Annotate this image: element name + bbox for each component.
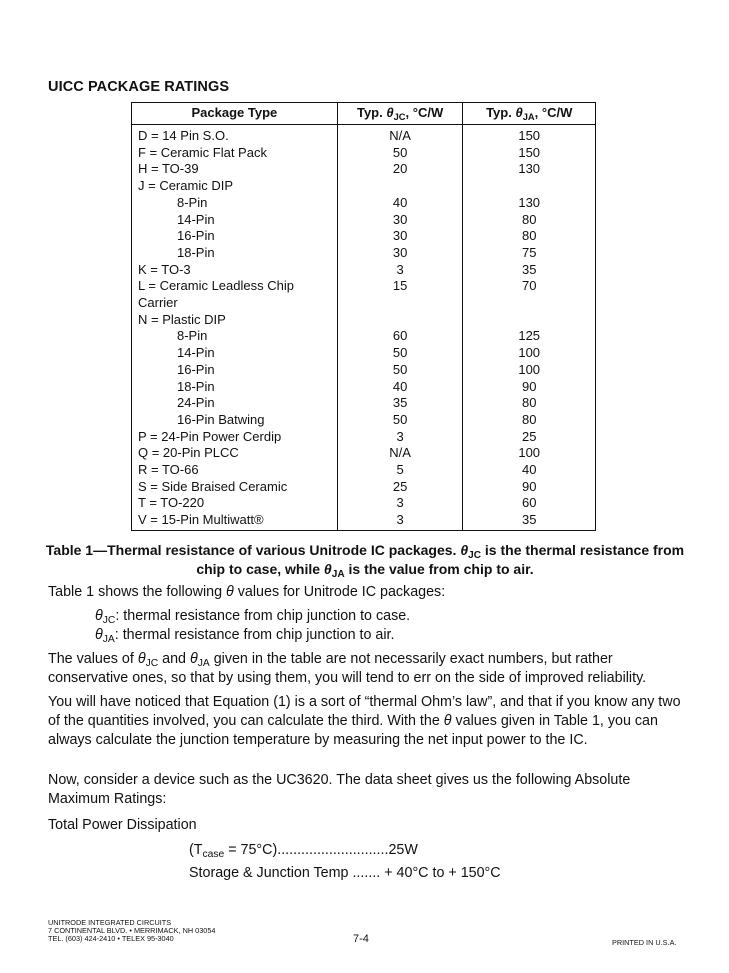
table-row bbox=[132, 228, 596, 245]
table-row bbox=[132, 161, 596, 178]
package-type-cell: K = TO-3 bbox=[132, 262, 338, 279]
definition-theta-jc: $\theta_{JC}$: thermal resistance from chip junction to case. bbox=[95, 608, 411, 627]
theta-jc-cell: 40 bbox=[337, 195, 463, 212]
theta-ja-cell bbox=[463, 295, 596, 312]
package-type-cell: 16-Pin bbox=[132, 228, 338, 245]
theta-ja-cell: 80 bbox=[463, 228, 596, 245]
theta-ja-cell: 100 bbox=[463, 362, 596, 379]
theta-ja-cell: 35 bbox=[463, 512, 596, 530]
header-theta-jc: Typ. $\theta_{JC}$, °C/W bbox=[337, 103, 463, 125]
package-type-cell: 24-Pin bbox=[132, 395, 338, 412]
package-type-cell: T = TO-220 bbox=[132, 495, 338, 512]
theta-ja-cell: 70 bbox=[463, 278, 596, 295]
theta-ja-cell: 90 bbox=[463, 479, 596, 496]
theta-ja-cell: 90 bbox=[463, 379, 596, 396]
theta-jc-cell: 5 bbox=[337, 462, 463, 479]
theta-ja-cell: 35 bbox=[463, 262, 596, 279]
theta-jc-cell: 3 bbox=[337, 495, 463, 512]
table-row bbox=[132, 295, 596, 312]
theta-jc-cell: 30 bbox=[337, 228, 463, 245]
table-row bbox=[132, 345, 596, 362]
package-type-cell: L = Ceramic Leadless Chip bbox=[132, 278, 338, 295]
footer-address bbox=[48, 919, 215, 943]
theta-jc-cell: 50 bbox=[337, 362, 463, 379]
footer-phone: TEL. (603) 424-2410 • TELEX 95-3040 bbox=[48, 934, 174, 943]
package-type-cell: V = 15-Pin Multiwatt® bbox=[132, 512, 338, 530]
theta-ja-cell bbox=[463, 178, 596, 195]
table-row bbox=[132, 445, 596, 462]
table-row bbox=[132, 429, 596, 446]
package-type-cell: 16-Pin bbox=[132, 362, 338, 379]
theta-ja-cell: 80 bbox=[463, 212, 596, 229]
table-row bbox=[132, 125, 596, 145]
package-type-cell: 14-Pin bbox=[132, 345, 338, 362]
table-row bbox=[132, 278, 596, 295]
package-type-cell: Q = 20-Pin PLCC bbox=[132, 445, 338, 462]
total-power-label: Total Power Dissipation bbox=[48, 817, 197, 833]
table-row bbox=[132, 512, 596, 530]
theta-ja-cell: 130 bbox=[463, 195, 596, 212]
theta-ja-cell: 80 bbox=[463, 395, 596, 412]
theta-jc-cell: 50 bbox=[337, 345, 463, 362]
theta-ja-cell: 25 bbox=[463, 429, 596, 446]
values-paragraph: The values of $\theta_{JC}$ and $\theta_{JA}$ given in the table are not necessarily exact numbers, but rather conservative ones, so that by using them, you will tend to err on the side of improved reliability. bbox=[48, 651, 647, 686]
table-row bbox=[132, 395, 596, 412]
theta-jc-cell: N/A bbox=[337, 125, 463, 145]
theta-jc-cell: 50 bbox=[337, 412, 463, 429]
section-heading: UICC PACKAGE RATINGS bbox=[48, 79, 230, 95]
theta-jc-cell: 3 bbox=[337, 512, 463, 530]
table-row bbox=[132, 212, 596, 229]
intro-paragraph: Table 1 shows the following θ values for Unitrode IC packages: bbox=[48, 584, 446, 600]
theta-ja-cell: 100 bbox=[463, 345, 596, 362]
header-theta-ja: Typ. $\theta_{JA}$, °C/W bbox=[463, 103, 596, 125]
package-type-cell: J = Ceramic DIP bbox=[132, 178, 338, 195]
table-row bbox=[132, 178, 596, 195]
footer-printed: PRINTED IN U.S.A. bbox=[612, 938, 677, 947]
theta-jc-cell: 30 bbox=[337, 212, 463, 229]
theta-ja-cell: 40 bbox=[463, 462, 596, 479]
theta-jc-cell: 40 bbox=[337, 379, 463, 396]
theta-jc-cell: 3 bbox=[337, 429, 463, 446]
ohms-law-paragraph: You will have noticed that Equation (1) is a sort of “thermal Ohm’s law”, and that if you know any two of the quantities involved, you can calculate the third. With the θ values given in Table 1, you can always calculate the junction temperature by measuring the net input power to the IC. bbox=[48, 694, 681, 748]
table-row bbox=[132, 495, 596, 512]
theta-jc-cell: 3 bbox=[337, 262, 463, 279]
package-type-cell: H = TO-39 bbox=[132, 161, 338, 178]
table-header-row bbox=[132, 103, 596, 125]
table-row bbox=[132, 379, 596, 396]
table-caption: Table 1—Thermal resistance of various Unitrode IC packages. $\theta_{JC}$ is the thermal resistance from chip to case, while $\theta_{JA}$ is the value from chip to air. bbox=[45, 542, 685, 581]
package-type-cell: Carrier bbox=[132, 295, 338, 312]
theta-ja-cell: 75 bbox=[463, 245, 596, 262]
theta-ja-cell: 60 bbox=[463, 495, 596, 512]
package-type-cell: F = Ceramic Flat Pack bbox=[132, 145, 338, 162]
table-row bbox=[132, 412, 596, 429]
theta-jc-cell: 50 bbox=[337, 145, 463, 162]
header-package-type: Package Type bbox=[132, 103, 338, 125]
theta-jc-cell: 20 bbox=[337, 161, 463, 178]
package-type-cell: 14-Pin bbox=[132, 212, 338, 229]
table-row bbox=[132, 362, 596, 379]
package-type-cell: R = TO-66 bbox=[132, 462, 338, 479]
package-type-cell: 16-Pin Batwing bbox=[132, 412, 338, 429]
table-row bbox=[132, 262, 596, 279]
theta-ja-cell: 100 bbox=[463, 445, 596, 462]
theta-jc-cell: 30 bbox=[337, 245, 463, 262]
package-type-cell: 8-Pin bbox=[132, 195, 338, 212]
theta-ja-cell: 130 bbox=[463, 161, 596, 178]
device-paragraph: Now, consider a device such as the UC3620. The data sheet gives us the following Absolute Maximum Ratings: bbox=[48, 772, 631, 807]
theta-jc-cell: 15 bbox=[337, 278, 463, 295]
table-row bbox=[132, 328, 596, 345]
package-type-cell: S = Side Braised Ceramic bbox=[132, 479, 338, 496]
table-row bbox=[132, 245, 596, 262]
footer-company: UNITRODE INTEGRATED CIRCUITS bbox=[48, 918, 172, 927]
package-ratings-table bbox=[131, 102, 596, 531]
definition-theta-ja: $\theta_{JA}$: thermal resistance from chip junction to air. bbox=[95, 627, 395, 646]
table-row bbox=[132, 195, 596, 212]
storage-rating-line: Storage & Junction Temp ....... + 40°C to + 150°C bbox=[189, 865, 501, 881]
table-row bbox=[132, 145, 596, 162]
table-row bbox=[132, 312, 596, 329]
theta-ja-cell: 150 bbox=[463, 125, 596, 145]
theta-ja-cell bbox=[463, 312, 596, 329]
package-type-cell: 8-Pin bbox=[132, 328, 338, 345]
table-row bbox=[132, 479, 596, 496]
theta-jc-cell bbox=[337, 295, 463, 312]
theta-jc-cell: 60 bbox=[337, 328, 463, 345]
package-type-cell: D = 14 Pin S.O. bbox=[132, 125, 338, 145]
package-type-cell: P = 24-Pin Power Cerdip bbox=[132, 429, 338, 446]
theta-jc-cell bbox=[337, 312, 463, 329]
footer-street: 7 CONTINENTAL BLVD. • MERRIMACK, NH 03054 bbox=[48, 926, 216, 935]
package-type-cell: 18-Pin bbox=[132, 245, 338, 262]
theta-ja-cell: 150 bbox=[463, 145, 596, 162]
theta-ja-cell: 125 bbox=[463, 328, 596, 345]
page-number: 7-4 bbox=[353, 933, 369, 945]
theta-jc-cell: 35 bbox=[337, 395, 463, 412]
package-type-cell: 18-Pin bbox=[132, 379, 338, 396]
table-row bbox=[132, 462, 596, 479]
package-type-cell: N = Plastic DIP bbox=[132, 312, 338, 329]
theta-jc-cell bbox=[337, 178, 463, 195]
theta-jc-cell: N/A bbox=[337, 445, 463, 462]
theta-ja-cell: 80 bbox=[463, 412, 596, 429]
theta-jc-cell: 25 bbox=[337, 479, 463, 496]
power-rating-line: $(T_{case} = 75^\circ C)............................25W$ bbox=[189, 842, 418, 861]
